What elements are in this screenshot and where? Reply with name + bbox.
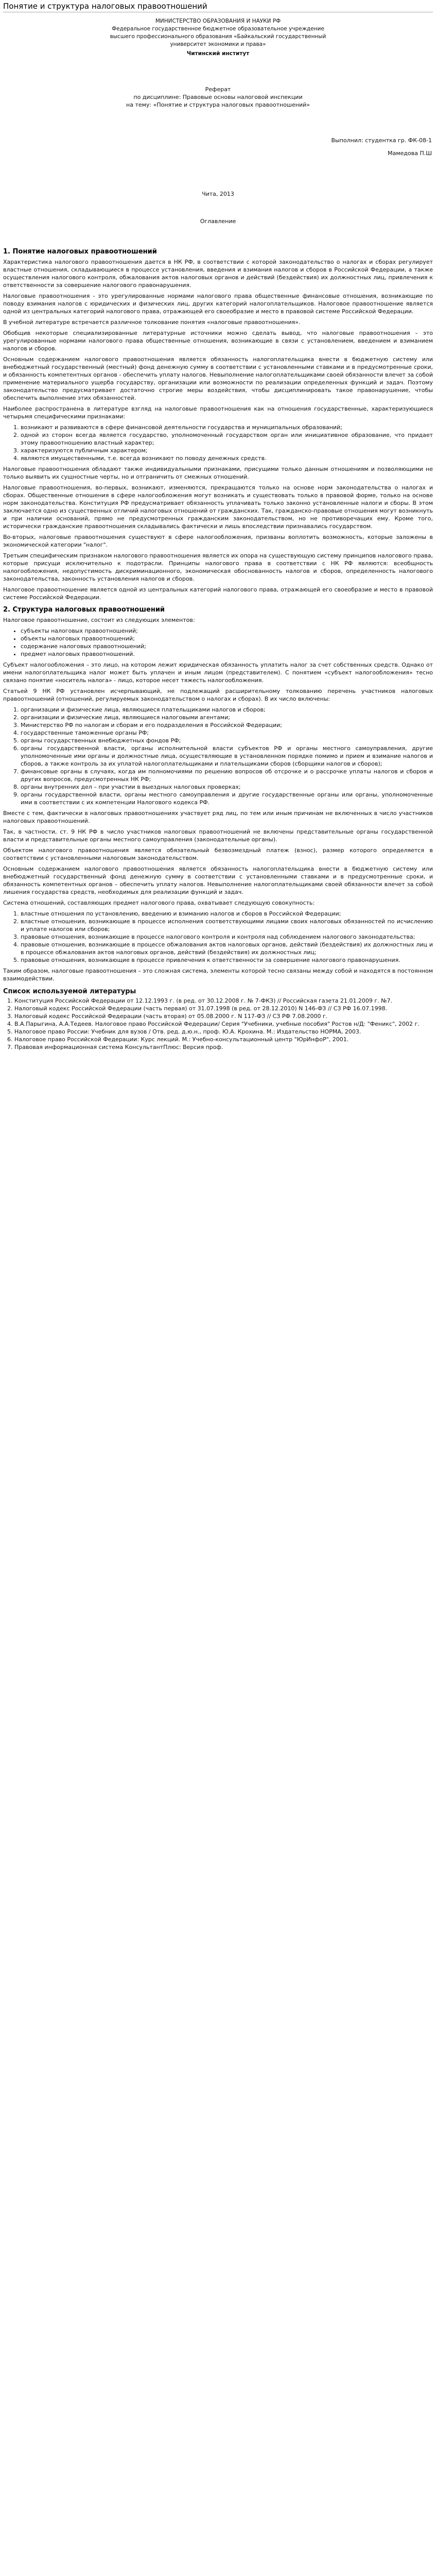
list-item: • объекты налоговых правоотношений; [21, 635, 433, 642]
system-list [3, 910, 433, 964]
paragraph: Так, в частности, ст. 9 НК РФ в число участников налоговых правоотношений не включены представительные органы государственной власти и представительные органы местного самоуправления (законодательные органы). [3, 828, 433, 843]
paragraph: Налоговые правоотношения - это урегулированные нормами налогового права общественные финансовые отношения, возникающие по поводу взимания налогов с юридических и физических лиц, других категорий налогоплательщиков. Налоговое правоотношение является одной из центральных категорий налогового права, отражающей его своеобразие и место в правовой системе Российской Федерации. [3, 293, 433, 315]
paragraph: Налоговые правоотношения, во-первых, возникают, изменяются, прекращаются только на основе норм законодательства о налогах и сборах. Общественные отношения в сфере налогообложения могут возникать и существовать только в правовой форме, только на основе норм законодательства. Конституция РФ предусматривает обязанность уплачивать только законно установленные налоги и сборы. В этом заключается одно из существенных отличий налоговых отношений от гражданских. Так, гражданско-правовые отношения могут возникнуть и при наличии оснований, прямо не предусмотренных гражданским законодательством, но не противоречащих ему. Кроме того, исторически гражданские правоотношения складывались фактически и лишь впоследствии признавались государством. [3, 484, 433, 530]
paragraph: Таким образом, налоговые правоотношения – это сложная система, элементы которой тесно связаны между собой и находятся в постоянном взаимодействии. [3, 968, 433, 982]
list-item: • субъекты налоговых правоотношений; [21, 627, 433, 635]
list-item: 2. одной из сторон всегда является государство, уполномоченный государством орган или инициативное образование, что придает этому правоотношению властный характер; [21, 431, 433, 447]
literature-item: 5. Налоговое право России: Учебник для вузов / Отв. ред. д.ю.н., проф. Ю.А. Крохина. М.: Издательство НОРМА, 2003. [14, 1028, 433, 1036]
paragraph: Во-вторых, налоговые правоотношения существуют в сфере налогообложения, призваны воплотить возможность, которые заложены в экономической категории "налог". [3, 534, 433, 548]
list-item: 4. являются имущественными, т.е. всегда возникают по поводу денежных средств. [21, 454, 433, 462]
referat-discipline: по дисциплине: Правовые основы налоговой инспекции [133, 94, 303, 100]
referat-topic: на тему: «Понятие и структура налоговых правоотношений» [126, 101, 310, 108]
paragraph: Вместе с тем, фактически в налоговых правоотношениях участвует ряд лиц, по тем или иным причинам не включенных в число участников налоговых правоотношений. [3, 810, 433, 824]
list-item: 3. Министерство РФ по налогам и сборам и его подразделения в Российской Федерации; [21, 721, 433, 729]
paragraph: Основным содержанием налогового правоотношения является обязанность налогоплательщика внести в бюджетную систему или внебюджетный государственный фонд денежную сумму в соответствии с установленными ставками и в предусмотренные сроки, и обязанность компетентных органов – обеспечить уплату налогов. Невыполнение налогоплательщиками своей обязанности влечет за собой лишения государства средств, необходимых для реализации функций и задач. [3, 866, 433, 895]
list-item: 9. органы государственной власти, органы местного самоуправления и другие государственные органы или органы, уполномоченные ими в соответствии с их компетенции Налогового кодекса РФ. [21, 791, 433, 806]
paragraph: Субъект налогообложения – это лицо, на котором лежит юридическая обязанность уплатить налог за счет собственных средств. Однако от имени налогоплательщика налог может быть уплачен и иным лицом (представителем). С понятием «субъект налогообложения» тесно связано понятие «носитель налога» - лицо, которое несет тяжесть налогообложения. [3, 662, 433, 684]
title-page-header [3, 18, 433, 58]
literature-item: 1. Конституция Российской Федерации от 12.12.1993 г. (в ред. от 30.12.2008 г. № 7-ФКЗ) // Российская газета 21.01.2009 г. №7. [14, 997, 433, 1005]
paragraph: Третьим специфическим признаком налогового правоотношения является их опора на существующую систему принципов налогового права, которые присущи исключительно к подотрасли. Принципы налогового права в соответствии с НК РФ являются: всеобщность налогообложения, недопустимость дискриминационного, экономическая обоснованность налогов и сборов, определенность налогового законодательства, законность установления налогов и сборов. [3, 552, 433, 582]
list-item: 1. организации и физические лица, являющиеся плательщиками налогов и сборов; [21, 706, 433, 714]
list-item: 7. финансовые органы в случаях, когда им полномочиями по решению вопросов об отсрочке и о рассрочке уплаты налогов и сборов и других вопросов, предусмотренных НК РФ; [21, 768, 433, 783]
list-item: 3. характеризуются публичным характером; [21, 447, 433, 454]
list-item: 1. властные отношения по установлению, введению и взиманию налогов и сборов в Российской Федерации; [21, 910, 433, 918]
paragraph: Налоговые правоотношения обладают также индивидуальными признаками, присущими только данным отношениям и позволяющими не только выявить их сущностные черты, но и отграничить от смежных отношений. [3, 466, 433, 480]
list-item: 6. органы государственной власти, органы исполнительной власти субъектов РФ и органы местного самоуправления, другие уполномоченные ими органы и должностные лица, осуществляющие в установленном порядке помимо и прием и взимание налогов и сборов, а также контроль за их уплатой налогоплательщиками и плательщиками сборов (сборщики налогов и сборов); [21, 744, 433, 768]
list-item: 5. правовые отношения, возникающие в процессе привлечения к ответственности за совершение налогового правонарушения. [21, 956, 433, 964]
student-name: Мамедова П.Ш [388, 150, 432, 157]
list-item: 4. государственные таможенные органы РФ; [21, 729, 433, 737]
page-title: Понятие и структура налоговых правоотношений [3, 2, 433, 12]
section-2-heading: 2. Структура налоговых правоотношений [3, 606, 165, 614]
institute-name: Читинский институт [186, 50, 250, 57]
paragraph: Налоговое правоотношение, состоит из следующих элементов: [3, 617, 195, 623]
paragraph: Объектом налогового правоотношения является обязательный безвозмездный платеж (взнос), размер которого определяется в соответствии с установленными налоговым законодательством. [3, 847, 433, 861]
paragraph: Наиболее распространена в литературе взгляд на налоговые правоотношения как на отношения государственные, характеризующиеся четырьмя специфическими признаками: [3, 405, 433, 420]
participants-list [3, 706, 433, 806]
literature-item: 2. Налоговый кодекс Российской Федерации (часть первая) от 31.07.1998 (в ред. от 28.12.2010) N 146-ФЗ // СЗ РФ 16.07.1998. [14, 1005, 433, 1012]
paragraph: Система отношений, составляющих предмет налогового права, охватывает следующую совокупность: [3, 900, 315, 906]
features-list [3, 423, 433, 462]
section-1-heading: 1. Понятие налоговых правоотношений [3, 248, 157, 256]
referat-label: Реферат [205, 86, 231, 93]
list-item: 4. правовые отношения, возникающие в процессе обжалования актов налоговых органов, действий (бездействия) их должностных лиц и в процессе обжалования актов налоговых органов, действий (бездействия) их должностных лиц; [21, 941, 433, 956]
literature-heading: Список используемой литературы [3, 988, 136, 995]
list-item: 2. властные отношения, возникающие в процессе исполнения соответствующими лицами своих налоговых обязанностей по исчислению и уплате налогов или сборов; [21, 918, 433, 933]
literature-item: 3. Налоговый кодекс Российской Федерации (часть вторая) от 05.08.2000 г. N 117-ФЗ // СЗ РФ 7.08.2000 г. [14, 1012, 433, 1020]
list-item: 2. организации и физические лица, являющиеся налоговыми агентами; [21, 714, 433, 721]
institution-line-3: университет экономики и права» [170, 41, 266, 47]
list-item: • содержание налоговых правоотношений; [21, 642, 433, 650]
literature-item: 7. Правовая информационная система КонсультантПлюс: Версия проф. [14, 1043, 433, 1051]
elements-list [3, 627, 433, 658]
student-line: Выполнил: студентка гр. ФК-08-1 [331, 137, 432, 144]
literature-item: 4. В.А.Парыгина, А.А.Тедеев. Налоговое право Российской Федерации/ Серия "Учебники, учебные пособия" Ростов н/Д: "Феникс", 2002 г. [14, 1020, 433, 1028]
list-item: 1. возникают и развиваются в сфере финансовой деятельности государства и муниципальных образований; [21, 423, 433, 431]
ministry-line: МИНИСТЕРСТВО ОБРАЗОВАНИЯ И НАУКИ РФ [155, 18, 281, 24]
institution-line-2: высшего профессионального образования «Байкальский государственный [110, 33, 326, 40]
paragraph: Обобщив некоторые специализированные литературные источники можно сделать вывод, что налоговые правоотношения – это урегулированные нормами налогового права общественные отношения, возникающие в связи с установлением, введением и взиманием налогов и сборов. [3, 330, 433, 352]
list-item: 8. органы внутренних дел – при участии в выездных налоговых проверках; [21, 783, 433, 791]
city-year: Чита, 2013 [202, 191, 234, 197]
paragraph: В учебной литературе встречается различное толкование понятия «налоговые правоотношения». [3, 319, 301, 326]
literature-list [3, 997, 433, 1051]
paragraph: Налоговое правоотношение является одной из центральных категорий налогового права, отражающей его своеобразие и место в правовой системе Российской Федерации. [3, 586, 433, 601]
institution-line-1: Федеральное государственное бюджетное образовательное учреждение [112, 26, 324, 32]
document-page [0, 2, 436, 2576]
list-item: • предмет налоговых правоотношений. [21, 650, 433, 658]
paragraph: Характеристика налогового правоотношения дается в НК РФ, в соответствии с которой законодательство о налогах и сборах регулирует властные отношения, складывающиеся в процессе установления, введения и взимания налогов и сборов в Российской Федерации, а также осуществления налогового контроля, обжалования актов налоговых органов и действий (бездействия) их должностных лиц, привлечения к ответственности за совершение налогового правонарушения. [3, 259, 433, 289]
literature-item: 6. Налоговое право Российской Федерации: Курс лекций. М.: Учебно-консультационный центр "ЮрИнфоР", 2001. [14, 1036, 433, 1043]
paragraph: Основным содержанием налогового правоотношения является обязанность налогоплательщика внести в бюджетную систему или внебюджетный государственный (местный) фонд денежную сумму в соответствии с установленными ставками и в предусмотренные сроки, и обязанность компетентных органов - обеспечить уплату налогов. Невыполнение налогоплательщиками своей обязанности влечет за собой применение материального ущерба государству, организации или возможности по реализации определенных функций и задач. Поэтому законодательство предусматривает достаточно строгие меры воздействия, чтобы дисциплинировать такое правонарушение, чтобы обеспечить выполнение этих обязанностей. [3, 356, 433, 401]
paragraph: Статьей 9 НК РФ установлен исчерпывающий, не подлежащий расширительному толкованию перечень участников налоговых правоотношений (отношений, регулируемых законодательством о налогах и сборах). В их число включены: [3, 688, 433, 702]
toc-label: Оглавление [200, 218, 236, 225]
list-item: 3. правовые отношения, возникающие в процессе налогового контроля и контроля над соблюдением налогового законодательства; [21, 933, 433, 941]
list-item: 5. органы государственных внебюджетных фондов РФ; [21, 737, 433, 744]
referat-title-block [3, 86, 433, 109]
